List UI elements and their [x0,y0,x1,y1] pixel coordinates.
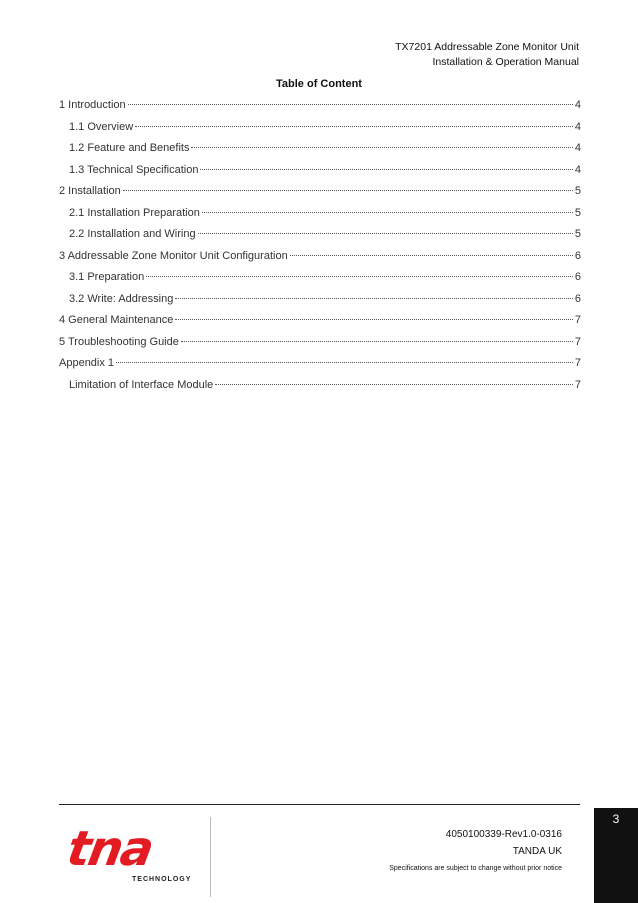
toc-leader-dots [123,190,573,191]
disclaimer-note: Specifications are subject to change without prior notice [389,865,562,872]
page-header [395,40,579,70]
footer-info [389,826,562,877]
toc-entry-label: 3.2 Write: Addressing [69,292,174,305]
toc-entry-label: Limitation of Interface Module [69,378,214,391]
toc-entry[interactable] [59,336,581,358]
company-name: TANDA UK [512,846,562,857]
toc-entry-page: 4 [574,142,581,154]
toc-leader-dots [191,147,572,148]
toc-entry[interactable] [59,314,581,336]
toc-entry[interactable] [59,293,581,315]
toc-leader-dots [116,362,573,363]
toc-entry-page: 6 [574,249,581,262]
toc-entry[interactable] [59,271,581,293]
toc-entry[interactable] [59,99,581,121]
toc-entry-page: 5 [574,206,581,219]
toc-entry-label: 2.1 Installation Preparation [69,206,200,219]
toc-entry-label: Appendix 1 [59,357,115,369]
toc-entry-page: 7 [574,314,581,326]
toc-leader-dots [181,341,573,342]
toc-entry-page: 4 [574,99,581,111]
toc-entry-page: 7 [574,335,581,348]
toc-entry-label: 4 General Maintenance [59,314,174,326]
toc-leader-dots [146,276,573,277]
toc-leader-dots [175,319,573,320]
toc-entry[interactable] [59,228,581,250]
toc-entry-label: 1.3 Technical Specification [69,163,199,176]
toc-entry-label: 1 Introduction [59,99,126,111]
toc-entry-page: 4 [574,120,581,133]
toc-leader-dots [215,384,573,385]
company-logo [60,817,211,897]
toc-title: Table of Content [276,78,362,90]
toc-entry-label: 5 Troubleshooting Guide [59,335,179,348]
toc-entry-label: 1.2 Feature and Benefits [69,142,190,154]
toc-leader-dots [202,212,573,213]
toc-entry-label: 2.2 Installation and Wiring [69,228,196,240]
footer-divider [59,804,580,805]
toc-entry-page: 6 [574,292,581,305]
toc-entry-label: 3.1 Preparation [69,271,145,283]
toc-entry-page: 7 [574,378,581,391]
toc-entry-page: 7 [574,357,581,369]
toc-entry-page: 5 [574,228,581,240]
doc-number: 4050100339-Rev1.0-0316 [445,829,562,840]
toc-leader-dots [135,126,573,127]
toc-entry-label: 2 Installation [59,185,121,197]
toc-entry-label: 1.1 Overview [69,120,134,133]
toc-entry[interactable] [59,121,581,143]
page-number-badge [594,808,638,903]
header-title: TX7201 Addressable Zone Monitor Unit [395,41,579,53]
toc-entry[interactable] [59,207,581,229]
toc-entry-page: 6 [574,271,581,283]
toc-entry-page: 5 [574,185,581,197]
toc-leader-dots [128,104,573,105]
logo-subtext: TECHNOLOGY [132,876,192,883]
toc-entry[interactable] [59,357,581,379]
toc-leader-dots [200,169,572,170]
header-subtitle: Installation & Operation Manual [432,56,579,68]
toc-leader-dots [198,233,573,234]
toc-entry[interactable] [59,379,581,401]
toc-leader-dots [175,298,573,299]
toc-entry[interactable] [59,164,581,186]
toc-entry[interactable] [59,185,581,207]
toc-entry[interactable] [59,142,581,164]
toc-entry[interactable] [59,250,581,272]
toc-leader-dots [290,255,573,256]
toc-entry-page: 4 [574,163,581,176]
table-of-contents [59,99,581,400]
page-number: 3 [612,812,620,826]
toc-entry-label: 3 Addressable Zone Monitor Unit Configuration [59,249,288,262]
logo-mark: tna [63,821,157,877]
